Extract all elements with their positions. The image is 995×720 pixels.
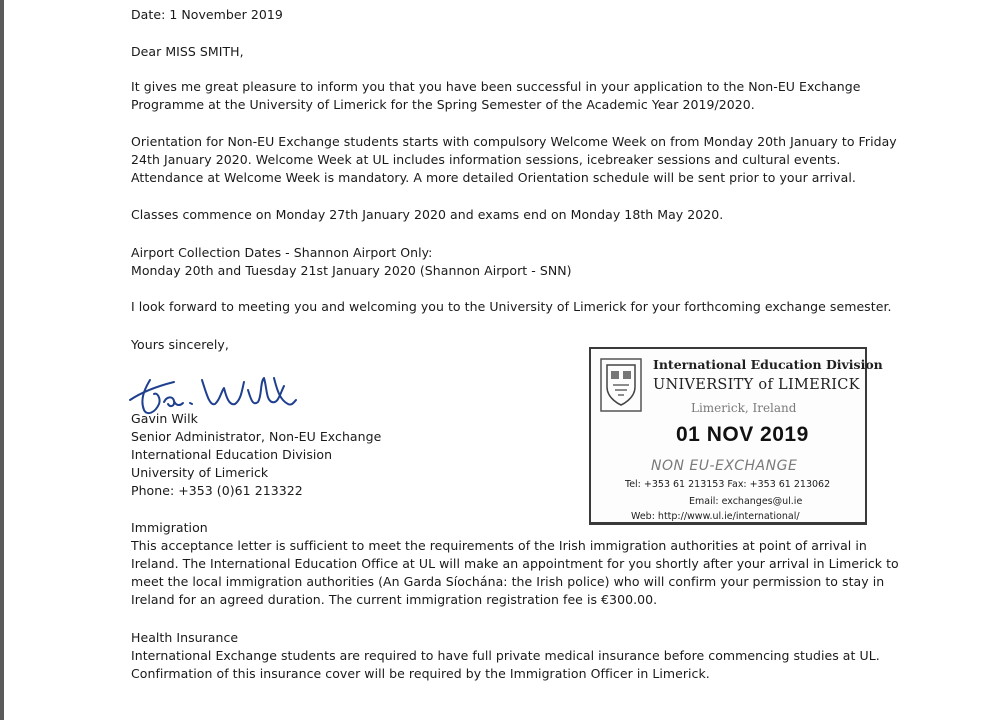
stamp-tel-fax: Tel: +353 61 213153 Fax: +353 61 213062 <box>625 479 831 490</box>
paragraph-1-line-2: Programme at the University of Limerick for the Spring Semester of the Academic Year 2019/2020. <box>131 97 755 112</box>
crest-icon <box>599 357 643 413</box>
salutation: Dear MISS SMITH, <box>131 44 244 59</box>
health-line-1: International Exchange students are required to have full private medical insurance before commencing studies at UL. <box>131 648 880 663</box>
immigration-line-1: This acceptance letter is sufficient to meet the requirements of the Irish immigration authorities at point of arrival in <box>131 538 867 553</box>
scan-edge <box>0 0 4 720</box>
paragraph-2-line-3: Attendance at Welcome Week is mandatory. A more detailed Orientation schedule will be sent prior to your arrival. <box>131 170 856 185</box>
signer-title: Senior Administrator, Non-EU Exchange <box>131 429 382 444</box>
airport-dates: Monday 20th and Tuesday 21st January 2020 (Shannon Airport - SNN) <box>131 263 572 278</box>
health-line-2: Confirmation of this insurance cover will be required by the Immigration Officer in Limerick. <box>131 666 710 681</box>
letter-date: Date: 1 November 2019 <box>131 7 283 22</box>
health-heading: Health Insurance <box>131 630 239 645</box>
stamp-web: Web: http://www.ul.ie/international/ <box>631 511 800 522</box>
paragraph-2-line-1: Orientation for Non-EU Exchange students starts with compulsory Welcome Week on from Monday 20th January to Friday <box>131 134 897 149</box>
immigration-line-4: Ireland for an agreed duration. The current immigration registration fee is €300.00. <box>131 592 658 607</box>
stamp-office: NON EU-EXCHANGE <box>651 458 798 474</box>
stamp-place: Limerick, Ireland <box>691 401 797 415</box>
immigration-line-2: Ireland. The International Education Office at UL will make an appointment for you shortly after your arrival in Limerick to <box>131 556 899 571</box>
paragraph-3: Classes commence on Monday 27th January 2020 and exams end on Monday 18th May 2020. <box>131 207 724 222</box>
paragraph-2-line-2: 24th January 2020. Welcome Week at UL includes information sessions, icebreaker sessions and cultural events. <box>131 152 841 167</box>
paragraph-5: I look forward to meeting you and welcoming you to the University of Limerick for your forthcoming exchange semester. <box>131 299 892 314</box>
stamp-date: 01 NOV 2019 <box>676 423 809 446</box>
signer-university: University of Limerick <box>131 465 269 480</box>
signer-phone: Phone: +353 (0)61 213322 <box>131 483 303 498</box>
university-stamp <box>589 347 883 525</box>
airport-heading: Airport Collection Dates - Shannon Airport Only: <box>131 245 433 260</box>
signer-name: Gavin Wilk <box>131 411 198 426</box>
stamp-email: Email: exchanges@ul.ie <box>689 496 803 507</box>
closing: Yours sincerely, <box>131 337 229 352</box>
stamp-university: UNIVERSITY of LIMERICK <box>653 377 860 393</box>
stamp-division: International Education Division <box>653 357 883 372</box>
immigration-line-3: meet the local immigration authorities (An Garda Síochána: the Irish police) who will confirm your permission to stay in <box>131 574 885 589</box>
signer-division: International Education Division <box>131 447 333 462</box>
immigration-heading: Immigration <box>131 520 208 535</box>
paragraph-1-line-1: It gives me great pleasure to inform you that you have been successful in your application to the Non-EU Exchange <box>131 79 861 94</box>
